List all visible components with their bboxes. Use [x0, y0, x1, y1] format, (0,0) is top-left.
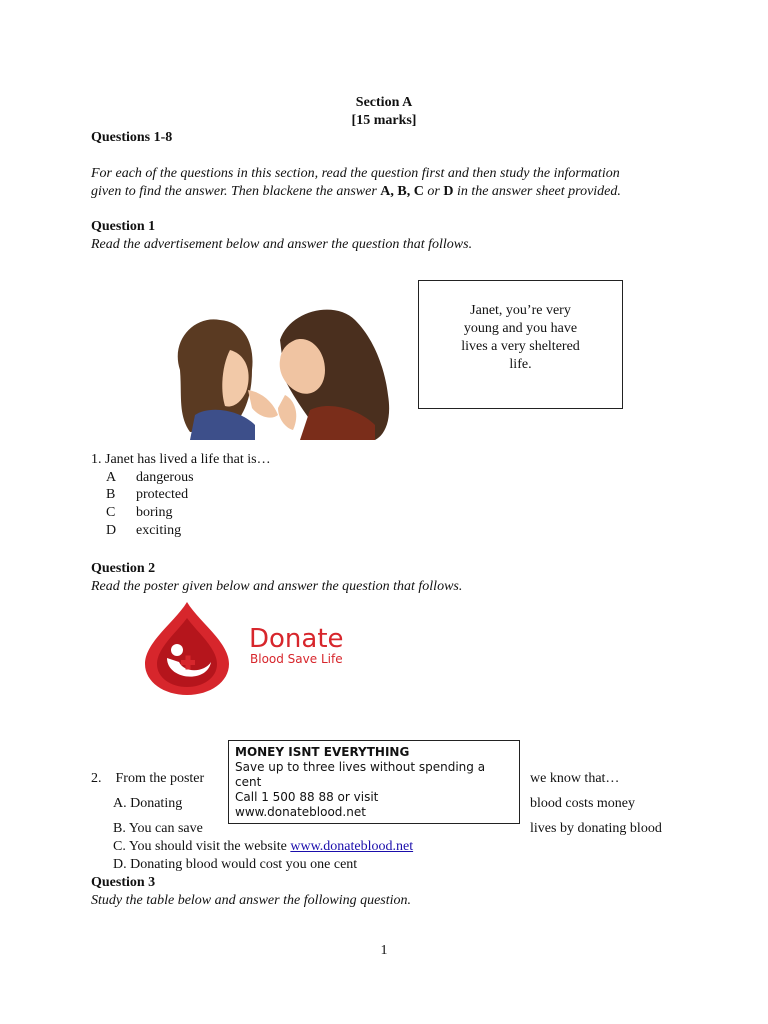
option-a[interactable]: A dangerous — [106, 470, 194, 485]
questions-range: Questions 1-8 — [91, 130, 173, 145]
option-b[interactable]: B protected — [106, 487, 189, 502]
option-b-continued: lives by donating blood — [530, 821, 662, 836]
blood-drop-icon — [137, 600, 237, 696]
poster-line: Call 1 500 88 88 or visit — [235, 790, 379, 804]
question-2-stem-left: 2. From the poster — [91, 771, 205, 786]
question-1-prompt: Read the advertisement below and answer the question that follows. — [91, 237, 473, 252]
donate-logo — [137, 600, 382, 696]
question-3-heading: Question 3 — [91, 875, 156, 890]
option-d[interactable]: D. Donating blood would cost you one cent — [113, 857, 358, 872]
poster-line: cent — [235, 775, 262, 789]
logo-word: Donate — [249, 624, 344, 654]
question-2-prompt: Read the poster given below and answer the question that follows. — [91, 579, 463, 594]
question-3-prompt: Study the table below and answer the following question. — [91, 893, 412, 908]
advertisement-illustration — [160, 300, 400, 440]
donateblood-link[interactable]: www.donateblood.net — [290, 839, 414, 854]
instructions-line1: For each of the questions in this section, read the question first and then study the information — [91, 166, 620, 181]
speech-line: Janet, you’re very — [470, 303, 571, 318]
section-title: Section A — [355, 95, 413, 110]
poster-line: www.donateblood.net — [235, 805, 366, 819]
option-b[interactable]: B. You can save — [113, 821, 203, 836]
speech-line: lives a very sheltered — [461, 339, 580, 354]
poster-title: MONEY ISNT EVERYTHING — [235, 745, 410, 759]
section-marks: [15 marks] — [351, 113, 417, 128]
poster-box — [228, 740, 520, 824]
logo-tagline: Blood Save Life — [250, 652, 343, 666]
option-d[interactable]: D exciting — [106, 523, 182, 538]
speech-box — [418, 280, 623, 409]
speech-line: life. — [509, 357, 532, 372]
option-c[interactable]: C boring — [106, 505, 173, 520]
poster-line: Save up to three lives without spending a — [235, 760, 486, 774]
question-1-stem: 1. Janet has lived a life that is… — [91, 452, 271, 467]
option-c[interactable]: C. You should visit the website www.donateblood.net — [113, 839, 414, 854]
question-2-stem-right: we know that… — [530, 771, 620, 786]
question-2-heading: Question 2 — [91, 561, 156, 576]
option-a-continued: blood costs money — [530, 796, 635, 811]
page-number: 1 — [380, 943, 388, 958]
speech-line: young and you have — [463, 321, 578, 336]
question-1-heading: Question 1 — [91, 219, 156, 234]
instructions-line2: given to find the answer. Then blackene the answer A, B, C or D in the answer sheet provided. — [91, 184, 621, 199]
option-a[interactable]: A. Donating — [113, 796, 183, 811]
